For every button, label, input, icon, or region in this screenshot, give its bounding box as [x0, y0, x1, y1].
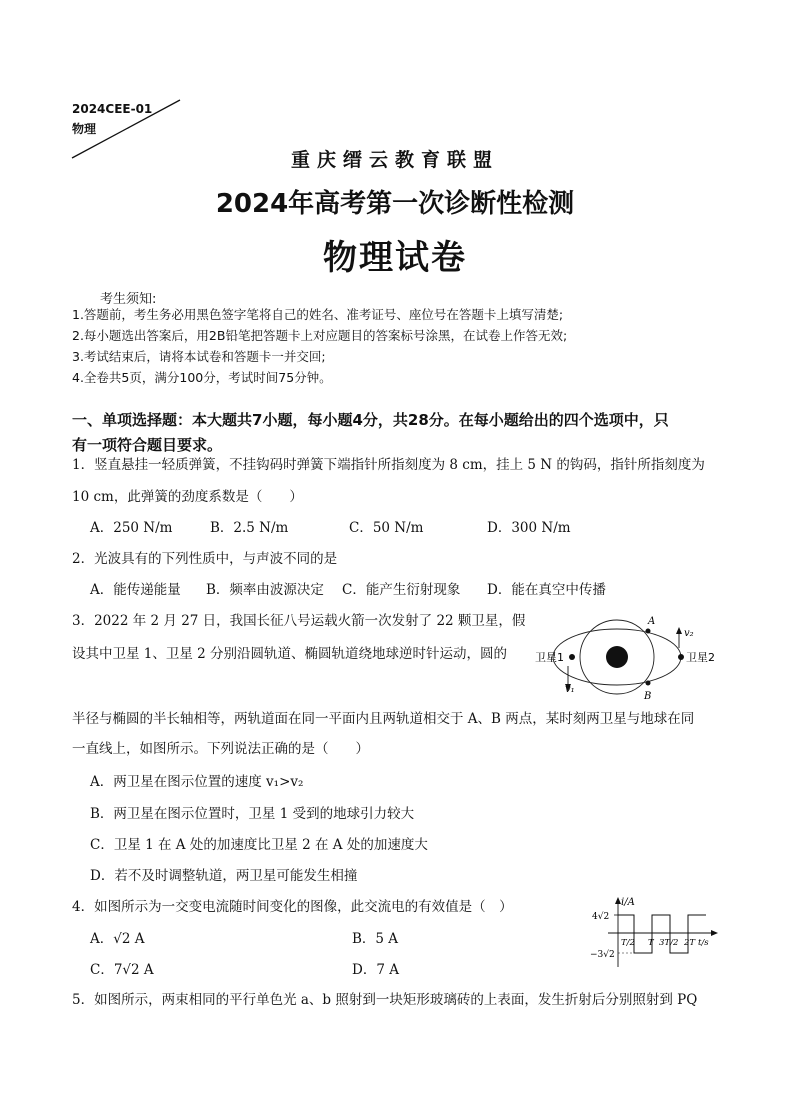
q1-line1: 1．竖直悬挂一轻质弹簧，不挂钩码时弹簧下端指针所指刻度为 8 cm，挂上 5 N 的钩码，指针所指刻度为	[72, 457, 705, 473]
q3-line4: 一直线上，如图所示。下列说法正确的是（ ）	[72, 741, 369, 757]
q3-option-b: B．两卫星在图示位置时，卫星 1 受到的地球引力较大	[90, 806, 415, 822]
q2-option-c: C．能产生衍射现象	[342, 582, 461, 598]
satellite-2-dot	[678, 654, 684, 660]
exam-title: 2024年高考第一次诊断性检测	[215, 189, 575, 219]
point-b-dot	[646, 681, 651, 686]
notice-item-1: 1.答题前，考生务必用黑色签字笔将自己的姓名、准考证号、座位号在答题卡上填写清楚;	[72, 307, 564, 322]
q2-stem: 2．光波具有的下列性质中，与声波不同的是	[72, 551, 338, 567]
sat2-label: 卫星2	[686, 651, 715, 664]
v2-arrowhead	[676, 627, 682, 634]
section-heading-line1: 一、单项选择题：本大题共7小题，每小题4分，共28分。在每小题给出的四个选项中，只	[72, 411, 669, 429]
current-waveform-graph	[590, 895, 720, 970]
paper-subject: 物理	[72, 122, 97, 136]
q3-option-d: D．若不及时调整轨道，两卫星可能发生相撞	[90, 868, 358, 884]
q4-option-a: A．√2 A	[90, 931, 145, 947]
label-v1: v₁	[565, 684, 575, 695]
notice-item-2: 2.每小题选出答案后，用2B铅笔把答题卡上对应题目的答案标号涂黑，在试卷上作答无效;	[72, 328, 568, 343]
q3-line3: 半径与椭圆的半长轴相等，两轨道面在同一平面内且两轨道相交于 A、B 两点，某时刻两卫星与地球在同	[72, 711, 695, 727]
q3-option-c: C．卫星 1 在 A 处的加速度比卫星 2 在 A 处的加速度大	[90, 837, 428, 853]
tick-t: T	[648, 938, 654, 948]
q1-option-d: D．300 N/m	[487, 520, 571, 536]
i-axis-label: i/A	[621, 897, 635, 908]
q2-option-a: A．能传递能量	[90, 582, 181, 598]
q2-option-b: B．频率由波源决定	[206, 582, 324, 598]
q3-option-a: A．两卫星在图示位置的速度 v₁>v₂	[90, 774, 304, 790]
sat1-label: 卫星1	[535, 651, 564, 664]
q4-option-c: C．7√2 A	[90, 962, 154, 978]
y-pos-label: 4√2	[592, 912, 610, 922]
tick-2t: 2T	[684, 938, 696, 948]
org-title: 重庆缙云教育联盟	[290, 149, 499, 171]
section-heading	[72, 408, 722, 458]
y-neg-label: −3√2	[590, 950, 615, 960]
q4-option-d: D．7 A	[352, 962, 399, 978]
earth	[606, 646, 628, 668]
tick-half-t: T/2	[621, 938, 635, 948]
q1-option-b: B．2.5 N/m	[210, 520, 289, 536]
point-a-dot	[646, 629, 651, 634]
q4-option-b: B．5 A	[352, 931, 399, 947]
q2-option-d: D．能在真空中传播	[487, 582, 606, 598]
q1-option-c: C．50 N/m	[349, 520, 424, 536]
label-b: B	[644, 691, 652, 702]
q1-option-a: A．250 N/m	[90, 520, 173, 536]
q1-line2: 10 cm，此弹簧的劲度系数是（ ）	[72, 489, 303, 505]
tick-3half-t: 3T/2	[659, 938, 679, 948]
notice-item-4: 4.全卷共5页，满分100分，考试时间75分钟。	[72, 370, 332, 385]
t-axis-label: t/s	[698, 938, 709, 948]
q4-stem: 4．如图所示为一交变电流随时间变化的图像，此交流电的有效值是（ ）	[72, 899, 513, 915]
label-v2: v₂	[684, 628, 694, 639]
satellite-1-dot	[569, 654, 575, 660]
t-axis-arrowhead	[711, 930, 718, 936]
section-heading-line2: 有一项符合题目要求。	[72, 436, 223, 454]
q3-line2: 设其中卫星 1、卫星 2 分别沿圆轨道、椭圆轨道绕地球逆时针运动，圆的	[72, 646, 508, 662]
paper-title: 物理试卷	[323, 238, 467, 278]
q3-line1: 3．2022 年 2 月 27 日，我国长征八号运载火箭一次发射了 22 颗卫星，假	[72, 613, 526, 629]
notice-item-3: 3.考试结束后，请将本试卷和答题卡一并交回;	[72, 349, 326, 364]
q5-line1: 5．如图所示，两束相同的平行单色光 a、b 照射到一块矩形玻璃砖的上表面，发生折射后分别照射到 PQ	[72, 992, 698, 1008]
paper-code: 2024CEE-01	[72, 102, 153, 116]
notice-title: 考生须知:	[100, 292, 157, 307]
label-a: A	[648, 616, 656, 627]
orbit-diagram	[535, 610, 735, 705]
